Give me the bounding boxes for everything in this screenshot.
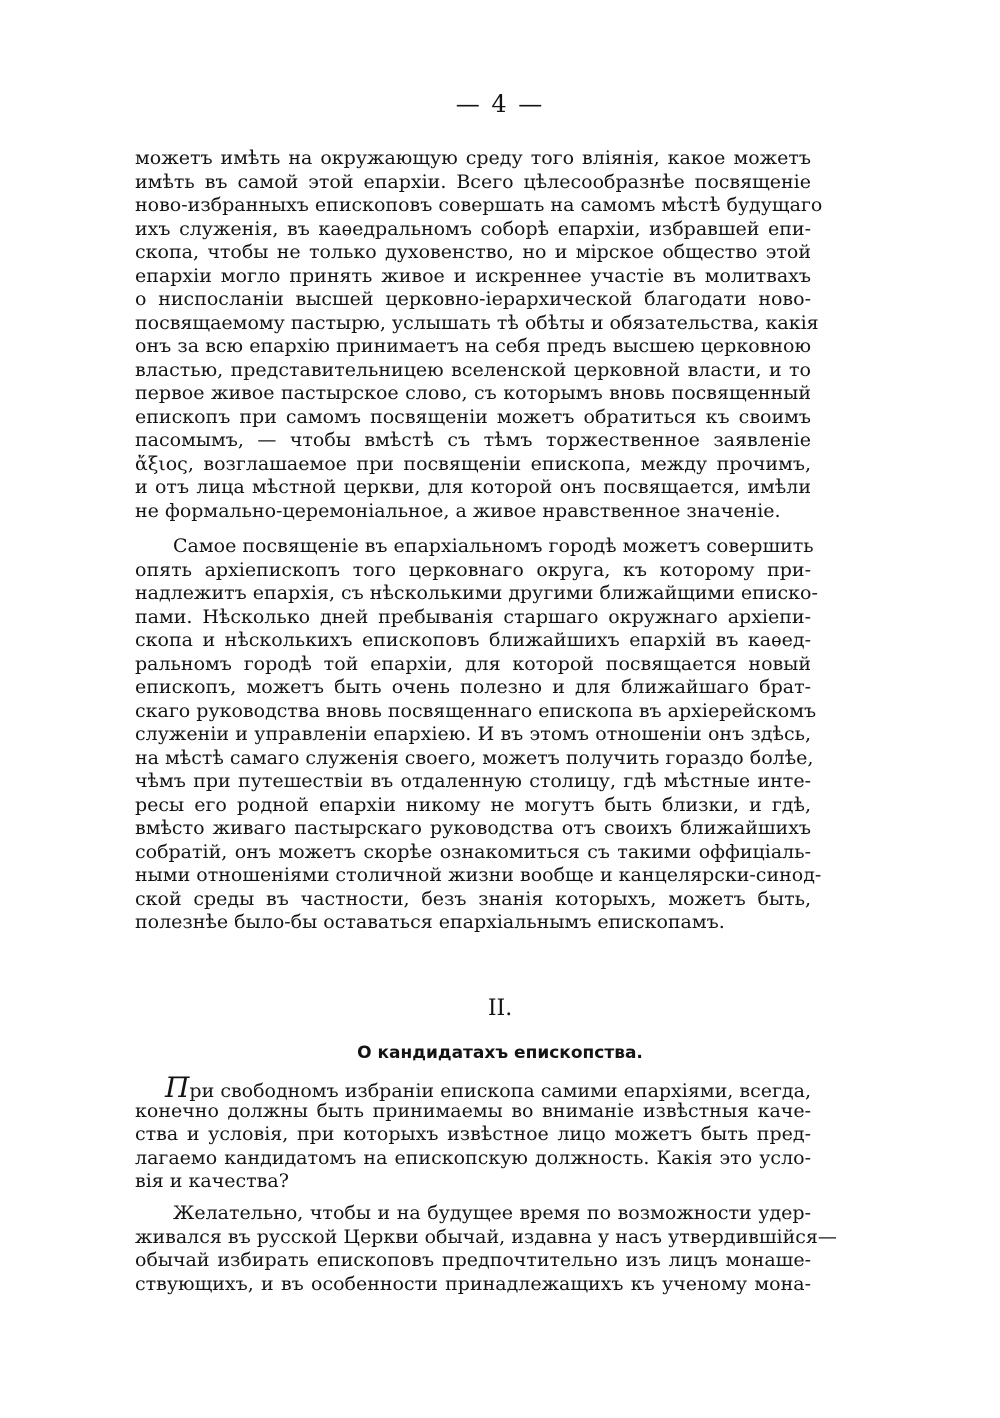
text-line: ресы его родной епархіи никому не могутъ быть близки, и гдѣ, — [135, 793, 811, 816]
text-line: вмѣсто живаго пастырскаго руководства отъ своихъ ближайшихъ — [135, 817, 811, 839]
text-line: епископъ при самомъ посвященіи можетъ обратиться къ своимъ — [135, 405, 811, 428]
section-title: О кандидатахъ епископства. — [357, 1043, 643, 1063]
text-line: пами. Нѣсколько дней пребыванія старшаго окружнаго архіепи- — [135, 605, 811, 628]
text-line: лагаемо кандидатомъ на епископскую должность. Какія это усло- — [135, 1146, 811, 1169]
text-line: служеніи и управленіи епархіею. И въ этомъ отношеніи онъ здѣсь, — [135, 723, 811, 745]
text-line: надлежитъ епархія, съ нѣсколькими другими ближайщими еписко- — [135, 582, 818, 604]
drop-cap: П — [165, 1071, 190, 1104]
text-line: полезнѣе было-бы оставаться епархіальнымъ епископамъ. — [135, 911, 725, 933]
text-line: епархіи могло принять живое и искреннее участіе въ молитвахъ — [135, 264, 811, 287]
paragraph-1 — [135, 147, 823, 523]
text-line: конечно должны быть принимаемы во вниманіе извѣстныя каче- — [135, 1099, 811, 1122]
text-line: вія и качества? — [135, 1170, 289, 1192]
page-number: — 4 — — [455, 90, 545, 118]
text-line: властью, представительницею вселенской церковной власти, и то — [135, 358, 811, 381]
first-line-text: ри свободномъ избраніи епископа самими епархіями, всегда, — [189, 1080, 811, 1102]
text-line: пасомымъ, — чтобы вмѣстѣ съ тѣмъ торжественное заявленіе — [135, 429, 811, 451]
text-line: ными отношеніями столичной жизни вообще и канцелярски-синод- — [135, 864, 822, 886]
text-line: посвящаемому пастырю, услышать тѣ обѣты и обязательства, какія — [135, 311, 819, 334]
text-line: ской среды въ частности, безъ знанія которыхъ, можетъ быть, — [135, 887, 811, 910]
text-line: скопа и нѣсколькихъ епископовъ ближайшихъ епархій въ каѳед- — [135, 629, 811, 651]
text-line: не формально-церемоніальное, а живое нравственное значеніе. — [135, 499, 781, 522]
text-line: епископъ, можетъ быть очень полезно и для ближайшаго брат- — [135, 676, 811, 698]
text-line: о ниспосланіи высшей церковно-іерархической благодати ново- — [135, 288, 811, 310]
text-line: скопа, чтобы не только духовенство, но и мірское общество этой — [135, 241, 811, 263]
text-line-first — [135, 1071, 811, 1104]
paragraph-4 — [135, 1202, 837, 1296]
text-line: и отъ лица мѣстной церкви, для которой онъ посвящается, имѣли — [135, 476, 811, 498]
text-line: можетъ имѣть на окружающую среду того вліянія, какое можетъ — [135, 147, 811, 169]
text-line: Самое посвященіе въ епархіальномъ городѣ можетъ совершить — [173, 535, 814, 557]
text-line: Желательно, чтобы и на будущее время по возможности удер- — [173, 1202, 811, 1224]
text-line: собратій, онъ можетъ скорѣе ознакомиться съ такими оффиціаль- — [135, 840, 811, 863]
text-line: имѣть въ самой этой епархіи. Всего цѣлесообразнѣе посвященіе — [135, 170, 811, 193]
paragraph-3 — [135, 1071, 811, 1194]
text-line: ства и условія, при которыхъ извѣстное лицо можетъ быть пред- — [135, 1123, 811, 1145]
text-line: ральномъ городѣ той епархіи, для которой посвящается новый — [135, 652, 811, 675]
text-line: ἄξιος, возглашаемое при посвященіи епископа, между прочимъ, — [135, 452, 811, 475]
text-line: обычай избирать епископовъ предпочтительно изъ лицъ монаше- — [135, 1249, 811, 1271]
section-number: II. — [487, 996, 513, 1021]
text-line: опять архіепископъ того церковнаго округа, къ которому при- — [135, 558, 811, 581]
text-line: на мѣстѣ самаго служенія своего, можетъ получить гораздо болѣе, — [135, 746, 814, 769]
text-line: ново-избранныхъ епископовъ совершать на самомъ мѣстѣ будущаго — [135, 194, 823, 216]
text-line: чѣмъ при путешествіи въ отдаленную столицу, гдѣ мѣстные инте- — [135, 770, 811, 792]
text-line: ствующихъ, и въ особенности принадлежащихъ къ ученому мона- — [135, 1272, 811, 1295]
paragraph-2 — [135, 535, 822, 935]
text-line: первое живое пастырское слово, съ которымъ вновь посвященный — [135, 382, 811, 404]
text-line: живался въ русской Церкви обычай, издавна у насъ утвердившійся— — [135, 1225, 837, 1248]
text-line: скаго руководства вновь посвященнаго епископа въ архіерейскомъ — [135, 699, 817, 722]
text-line: ихъ служенія, въ каѳедральномъ соборѣ епархіи, избравшей епи- — [135, 217, 811, 240]
text-line: онъ за всю епархію принимаетъ на себя предъ высшею церковною — [135, 335, 811, 357]
